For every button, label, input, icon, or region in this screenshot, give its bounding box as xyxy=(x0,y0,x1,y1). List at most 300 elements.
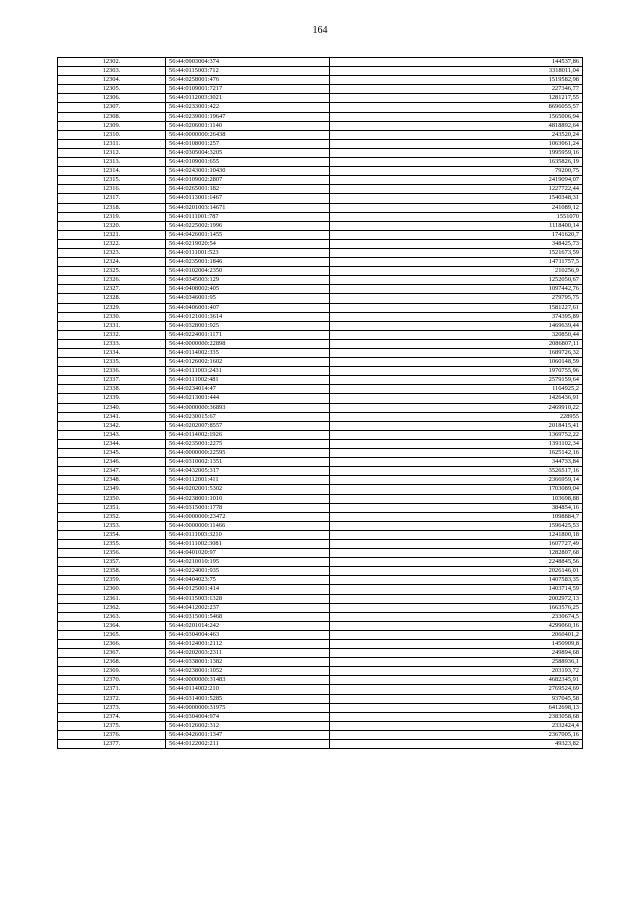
row-number-cell: 12347. xyxy=(58,467,166,476)
cadastral-number-cell: 56:44:0201003:14671 xyxy=(166,203,330,212)
table-row xyxy=(58,358,583,367)
cadastral-number-cell: 56:44:0426001:1347 xyxy=(166,730,330,739)
cadastral-value-cell: 2579159,64 xyxy=(330,376,583,385)
table-row xyxy=(58,685,583,694)
table-row xyxy=(58,285,583,294)
cadastral-value-cell: 384854,16 xyxy=(330,503,583,512)
cadastral-number-cell: 56:44:0126002:312 xyxy=(166,721,330,730)
row-number-cell: 12310. xyxy=(58,130,166,139)
cadastral-number-cell: 56:44:0111001:523 xyxy=(166,248,330,257)
cadastral-value-cell: 1063061,24 xyxy=(330,139,583,148)
table-row xyxy=(58,239,583,248)
cadastral-number-cell: 56:44:0230015:67 xyxy=(166,412,330,421)
row-number-cell: 12304. xyxy=(58,76,166,85)
table-row xyxy=(58,103,583,112)
cadastral-number-cell: 56:44:0224001:935 xyxy=(166,567,330,576)
table-row xyxy=(58,121,583,130)
cadastral-value-cell: 2330674,5 xyxy=(330,612,583,621)
cadastral-number-cell: 56:44:0000000:31483 xyxy=(166,676,330,685)
table-row xyxy=(58,439,583,448)
row-number-cell: 12373. xyxy=(58,703,166,712)
cadastral-number-cell: 56:44:0238001:1052 xyxy=(166,667,330,676)
row-number-cell: 12325. xyxy=(58,267,166,276)
cadastral-value-cell: 4682345,91 xyxy=(330,676,583,685)
row-number-cell: 12317. xyxy=(58,194,166,203)
cadastral-value-cell: 1281217,55 xyxy=(330,94,583,103)
cadastral-number-cell: 56:44:0304004:463 xyxy=(166,630,330,639)
cadastral-value-cell: 1741620,7 xyxy=(330,230,583,239)
cadastral-number-cell: 56:44:0406001:407 xyxy=(166,303,330,312)
cadastral-number-cell: 56:44:0112003:3021 xyxy=(166,94,330,103)
table-row xyxy=(58,376,583,385)
row-number-cell: 12372. xyxy=(58,694,166,703)
row-number-cell: 12302. xyxy=(58,58,166,67)
table-row xyxy=(58,503,583,512)
cadastral-number-cell: 56:44:0328001:925 xyxy=(166,321,330,330)
table-row xyxy=(58,321,583,330)
cadastral-number-cell: 56:44:0111003:2431 xyxy=(166,367,330,376)
cadastral-value-cell: 243520,24 xyxy=(330,130,583,139)
cadastral-value-cell: 1970755,96 xyxy=(330,367,583,376)
cadastral-value-cell: 1426436,91 xyxy=(330,394,583,403)
row-number-cell: 12330. xyxy=(58,312,166,321)
row-number-cell: 12375. xyxy=(58,721,166,730)
cadastral-value-cell: 1689726,32 xyxy=(330,349,583,358)
row-number-cell: 12361. xyxy=(58,594,166,603)
cadastral-value-cell: 1391102,34 xyxy=(330,439,583,448)
cadastral-number-cell: 56:44:0109001:655 xyxy=(166,158,330,167)
row-number-cell: 12365. xyxy=(58,630,166,639)
cadastral-number-cell: 56:44:0210010:195 xyxy=(166,558,330,567)
cadastral-value-cell: 2366959,14 xyxy=(330,476,583,485)
table-row xyxy=(58,385,583,394)
cadastral-number-cell: 56:44:0111002:481 xyxy=(166,376,330,385)
row-number-cell: 12308. xyxy=(58,112,166,121)
cadastral-value-cell: 1098884,7 xyxy=(330,512,583,521)
cadastral-value-cell: 374395,89 xyxy=(330,312,583,321)
table-row xyxy=(58,148,583,157)
cadastral-number-cell: 56:44:0233001:422 xyxy=(166,103,330,112)
table-row xyxy=(58,530,583,539)
cadastral-number-cell: 56:44:0235001:2275 xyxy=(166,439,330,448)
row-number-cell: 12307. xyxy=(58,103,166,112)
table-row xyxy=(58,139,583,148)
table-row xyxy=(58,730,583,739)
table-row xyxy=(58,476,583,485)
cadastral-value-table xyxy=(57,57,583,749)
table-row xyxy=(58,467,583,476)
row-number-cell: 12334. xyxy=(58,349,166,358)
table-row xyxy=(58,612,583,621)
cadastral-number-cell: 56:44:0314001:5285 xyxy=(166,694,330,703)
table-row xyxy=(58,212,583,221)
cadastral-value-cell: 1625142,16 xyxy=(330,449,583,458)
cadastral-number-cell: 56:44:0125001:414 xyxy=(166,585,330,594)
cadastral-value-cell: 1118400,14 xyxy=(330,221,583,230)
table-row xyxy=(58,621,583,630)
row-number-cell: 12312. xyxy=(58,148,166,157)
table-row xyxy=(58,658,583,667)
row-number-cell: 12320. xyxy=(58,221,166,230)
cadastral-number-cell: 56:44:0432005:317 xyxy=(166,467,330,476)
table-row xyxy=(58,549,583,558)
cadastral-value-cell: 49323,82 xyxy=(330,740,583,749)
cadastral-number-cell: 56:44:0201014:242 xyxy=(166,621,330,630)
cadastral-value-cell: 4818892,64 xyxy=(330,121,583,130)
table-row xyxy=(58,421,583,430)
table-row xyxy=(58,521,583,530)
table-row xyxy=(58,112,583,121)
row-number-cell: 12362. xyxy=(58,603,166,612)
table-row xyxy=(58,558,583,567)
cadastral-value-cell: 2769524,69 xyxy=(330,685,583,694)
cadastral-value-cell: 4299060,16 xyxy=(330,621,583,630)
cadastral-number-cell: 56:44:0304004:974 xyxy=(166,712,330,721)
cadastral-number-cell: 56:44:0202007:8557 xyxy=(166,421,330,430)
row-number-cell: 12368. xyxy=(58,658,166,667)
row-number-cell: 12360. xyxy=(58,585,166,594)
table-row xyxy=(58,494,583,503)
cadastral-value-cell: 1403714,59 xyxy=(330,585,583,594)
cadastral-number-cell: 56:44:0000000:31975 xyxy=(166,703,330,712)
cadastral-value-cell: 1282807,68 xyxy=(330,549,583,558)
cadastral-number-cell: 56:44:0258001:476 xyxy=(166,76,330,85)
row-number-cell: 12376. xyxy=(58,730,166,739)
cadastral-value-cell: 344733,84 xyxy=(330,458,583,467)
cadastral-value-cell: 1596425,53 xyxy=(330,521,583,530)
row-number-cell: 12374. xyxy=(58,712,166,721)
cadastral-value-cell: 1519582,98 xyxy=(330,76,583,85)
cadastral-value-cell: 320850,44 xyxy=(330,330,583,339)
cadastral-value-cell: 144537,86 xyxy=(330,58,583,67)
row-number-cell: 12324. xyxy=(58,258,166,267)
cadastral-value-cell: 1060148,59 xyxy=(330,358,583,367)
cadastral-value-cell: 2086807,11 xyxy=(330,339,583,348)
table-row xyxy=(58,512,583,521)
table-row xyxy=(58,130,583,139)
cadastral-number-cell: 56:44:0225002:1996 xyxy=(166,221,330,230)
table-row xyxy=(58,76,583,85)
row-number-cell: 12341. xyxy=(58,412,166,421)
cadastral-number-cell: 56:44:0345003:129 xyxy=(166,276,330,285)
table-row xyxy=(58,703,583,712)
row-number-cell: 12356. xyxy=(58,549,166,558)
cadastral-value-cell: 2248845,56 xyxy=(330,558,583,567)
cadastral-number-cell: 56:44:0000000:11466 xyxy=(166,521,330,530)
row-number-cell: 12343. xyxy=(58,430,166,439)
table-row xyxy=(58,394,583,403)
cadastral-number-cell: 56:44:0401020:97 xyxy=(166,549,330,558)
row-number-cell: 12371. xyxy=(58,685,166,694)
cadastral-value-cell: 1581227,61 xyxy=(330,303,583,312)
cadastral-value-cell: 279795,75 xyxy=(330,294,583,303)
cadastral-value-cell: 1635826,19 xyxy=(330,158,583,167)
cadastral-number-cell: 56:44:0315001:1778 xyxy=(166,503,330,512)
cadastral-value-cell: 1241800,18 xyxy=(330,530,583,539)
row-number-cell: 12314. xyxy=(58,167,166,176)
table-row xyxy=(58,630,583,639)
cadastral-number-cell: 56:44:0114002:335 xyxy=(166,349,330,358)
row-number-cell: 12359. xyxy=(58,576,166,585)
cadastral-value-cell: 2367005,16 xyxy=(330,730,583,739)
row-number-cell: 12306. xyxy=(58,94,166,103)
cadastral-number-cell: 56:44:0346001:95 xyxy=(166,294,330,303)
table-row xyxy=(58,58,583,67)
cadastral-number-cell: 56:44:0224001:1171 xyxy=(166,330,330,339)
row-number-cell: 12342. xyxy=(58,421,166,430)
cadastral-number-cell: 56:44:0102004:2350 xyxy=(166,267,330,276)
cadastral-value-cell: 227346,77 xyxy=(330,85,583,94)
table-row xyxy=(58,294,583,303)
cadastral-number-cell: 56:44:0000000:23472 xyxy=(166,512,330,521)
table-row xyxy=(58,640,583,649)
table-row xyxy=(58,412,583,421)
table-row xyxy=(58,248,583,257)
table-row xyxy=(58,267,583,276)
cadastral-number-cell: 56:44:0111003:3210 xyxy=(166,530,330,539)
cadastral-value-cell: 1663576,25 xyxy=(330,603,583,612)
cadastral-value-cell: 2419094,07 xyxy=(330,176,583,185)
row-number-cell: 12344. xyxy=(58,439,166,448)
table-row xyxy=(58,158,583,167)
cadastral-number-cell: 56:44:0239001:19647 xyxy=(166,112,330,121)
row-number-cell: 12323. xyxy=(58,248,166,257)
cadastral-number-cell: 56:44:0122002:211 xyxy=(166,740,330,749)
row-number-cell: 12339. xyxy=(58,394,166,403)
cadastral-number-cell: 56:44:0338001:1382 xyxy=(166,658,330,667)
row-number-cell: 12350. xyxy=(58,494,166,503)
table-row xyxy=(58,339,583,348)
cadastral-number-cell: 56:44:0234014:47 xyxy=(166,385,330,394)
table-row xyxy=(58,276,583,285)
table-row xyxy=(58,403,583,412)
cadastral-value-cell: 937045,58 xyxy=(330,694,583,703)
table-row xyxy=(58,740,583,749)
table-row xyxy=(58,367,583,376)
row-number-cell: 12351. xyxy=(58,503,166,512)
cadastral-value-cell: 1703089,04 xyxy=(330,485,583,494)
cadastral-value-cell: 1607727,49 xyxy=(330,539,583,548)
cadastral-value-cell: 1521673,59 xyxy=(330,248,583,257)
table-row xyxy=(58,203,583,212)
cadastral-number-cell: 56:44:0310002:1351 xyxy=(166,458,330,467)
row-number-cell: 12327. xyxy=(58,285,166,294)
row-number-cell: 12328. xyxy=(58,294,166,303)
cadastral-number-cell: 56:44:0238001:1010 xyxy=(166,494,330,503)
cadastral-number-cell: 56:44:0124001:2112 xyxy=(166,640,330,649)
cadastral-value-cell: 2332424,4 xyxy=(330,721,583,730)
row-number-cell: 12357. xyxy=(58,558,166,567)
table-row xyxy=(58,676,583,685)
row-number-cell: 12370. xyxy=(58,676,166,685)
row-number-cell: 12349. xyxy=(58,485,166,494)
table-row xyxy=(58,94,583,103)
row-number-cell: 12319. xyxy=(58,212,166,221)
cadastral-value-cell: 210256,9 xyxy=(330,267,583,276)
table-row xyxy=(58,567,583,576)
row-number-cell: 12332. xyxy=(58,330,166,339)
table-row xyxy=(58,585,583,594)
row-number-cell: 12321. xyxy=(58,230,166,239)
cadastral-value-cell: 2060401,2 xyxy=(330,630,583,639)
cadastral-value-cell: 249894,68 xyxy=(330,649,583,658)
row-number-cell: 12346. xyxy=(58,458,166,467)
cadastral-number-cell: 56:44:0206001:1140 xyxy=(166,121,330,130)
cadastral-value-cell: 2026146,01 xyxy=(330,567,583,576)
row-number-cell: 12353. xyxy=(58,521,166,530)
cadastral-number-cell: 56:44:0115003:1328 xyxy=(166,594,330,603)
cadastral-value-cell: 79200,75 xyxy=(330,167,583,176)
table-row xyxy=(58,458,583,467)
row-number-cell: 12311. xyxy=(58,139,166,148)
row-number-cell: 12336. xyxy=(58,367,166,376)
cadastral-value-cell: 103698,88 xyxy=(330,494,583,503)
row-number-cell: 12305. xyxy=(58,85,166,94)
table-row xyxy=(58,312,583,321)
cadastral-value-cell: 1252050,67 xyxy=(330,276,583,285)
cadastral-number-cell: 56:44:0412002:237 xyxy=(166,603,330,612)
cadastral-number-cell: 56:44:0235001:1846 xyxy=(166,258,330,267)
cadastral-number-cell: 56:44:0000000:22595 xyxy=(166,449,330,458)
row-number-cell: 12322. xyxy=(58,239,166,248)
row-number-cell: 12363. xyxy=(58,612,166,621)
cadastral-number-cell: 56:44:0111001:787 xyxy=(166,212,330,221)
cadastral-number-cell: 56:44:0108001:257 xyxy=(166,139,330,148)
row-number-cell: 12335. xyxy=(58,358,166,367)
cadastral-number-cell: 56:44:0202003:2311 xyxy=(166,649,330,658)
cadastral-number-cell: 56:44:0000000:26438 xyxy=(166,130,330,139)
cadastral-value-cell: 348425,73 xyxy=(330,239,583,248)
cadastral-value-cell: 1995959,16 xyxy=(330,148,583,157)
cadastral-number-cell: 56:44:0213001:444 xyxy=(166,394,330,403)
row-number-cell: 12364. xyxy=(58,621,166,630)
cadastral-number-cell: 56:44:0404023:75 xyxy=(166,576,330,585)
cadastral-number-cell: 56:44:0113001:1467 xyxy=(166,194,330,203)
cadastral-number-cell: 56:44:0109001:7217 xyxy=(166,85,330,94)
row-number-cell: 12358. xyxy=(58,567,166,576)
table-row xyxy=(58,194,583,203)
cadastral-value-cell: 2002972,13 xyxy=(330,594,583,603)
table-row xyxy=(58,694,583,703)
table-row xyxy=(58,485,583,494)
cadastral-value-cell: 2018415,41 xyxy=(330,421,583,430)
cadastral-number-cell: 56:44:0202001:5302 xyxy=(166,485,330,494)
cadastral-number-cell: 56:44:0126002:1602 xyxy=(166,358,330,367)
cadastral-number-cell: 56:44:0243001:10430 xyxy=(166,167,330,176)
cadastral-value-cell: 203193,72 xyxy=(330,667,583,676)
row-number-cell: 12352. xyxy=(58,512,166,521)
row-number-cell: 12331. xyxy=(58,321,166,330)
cadastral-number-cell: 56:44:0111002:3081 xyxy=(166,539,330,548)
cadastral-value-cell: 1097442,76 xyxy=(330,285,583,294)
table-row xyxy=(58,167,583,176)
cadastral-value-cell: 1227722,44 xyxy=(330,185,583,194)
cadastral-value-cell: 3318011,04 xyxy=(330,67,583,76)
row-number-cell: 12340. xyxy=(58,403,166,412)
row-number-cell: 12369. xyxy=(58,667,166,676)
row-number-cell: 12377. xyxy=(58,740,166,749)
cadastral-value-cell: 241089,12 xyxy=(330,203,583,212)
cadastral-value-cell: 6412698,13 xyxy=(330,703,583,712)
cadastral-number-cell: 56:44:0112001:411 xyxy=(166,476,330,485)
cadastral-value-cell: 1407583,35 xyxy=(330,576,583,585)
table-row xyxy=(58,330,583,339)
table-row xyxy=(58,349,583,358)
row-number-cell: 12333. xyxy=(58,339,166,348)
row-number-cell: 12337. xyxy=(58,376,166,385)
table-row xyxy=(58,603,583,612)
row-number-cell: 12338. xyxy=(58,385,166,394)
table-row xyxy=(58,594,583,603)
cadastral-value-cell: 2588936,1 xyxy=(330,658,583,667)
cadastral-value-cell: 14711757,5 xyxy=(330,258,583,267)
cadastral-number-cell: 56:44:0426001:1455 xyxy=(166,230,330,239)
row-number-cell: 12326. xyxy=(58,276,166,285)
cadastral-number-cell: 56:44:0315001:5468 xyxy=(166,612,330,621)
table-row xyxy=(58,449,583,458)
table-body xyxy=(58,58,583,749)
cadastral-number-cell: 56:44:0305004:3205 xyxy=(166,148,330,157)
table-row xyxy=(58,230,583,239)
cadastral-number-cell: 56:44:0115003:712 xyxy=(166,67,330,76)
row-number-cell: 12355. xyxy=(58,539,166,548)
row-number-cell: 12367. xyxy=(58,649,166,658)
table-row xyxy=(58,176,583,185)
cadastral-number-cell: 56:44:0903004:374 xyxy=(166,58,330,67)
cadastral-value-cell: 1540348,31 xyxy=(330,194,583,203)
row-number-cell: 12313. xyxy=(58,158,166,167)
cadastral-value-cell: 2469910,22 xyxy=(330,403,583,412)
cadastral-value-cell: 1369752,22 xyxy=(330,430,583,439)
cadastral-number-cell: 56:44:0219020:54 xyxy=(166,239,330,248)
cadastral-number-cell: 56:44:0000000:36893 xyxy=(166,403,330,412)
cadastral-value-cell: 1565006,94 xyxy=(330,112,583,121)
table-row xyxy=(58,221,583,230)
table-row xyxy=(58,721,583,730)
cadastral-value-cell: 3526517,16 xyxy=(330,467,583,476)
cadastral-number-cell: 56:44:0114002:210 xyxy=(166,685,330,694)
table-row xyxy=(58,430,583,439)
row-number-cell: 12329. xyxy=(58,303,166,312)
page-number: 164 xyxy=(312,25,328,36)
row-number-cell: 12309. xyxy=(58,121,166,130)
table-row xyxy=(58,649,583,658)
table-row xyxy=(58,667,583,676)
table-row xyxy=(58,303,583,312)
cadastral-number-cell: 56:44:0000000:22898 xyxy=(166,339,330,348)
table-row xyxy=(58,67,583,76)
table-row xyxy=(58,576,583,585)
table-row xyxy=(58,258,583,267)
row-number-cell: 12315. xyxy=(58,176,166,185)
cadastral-value-cell: 228955 xyxy=(330,412,583,421)
cadastral-value-cell: 1450909,8 xyxy=(330,640,583,649)
row-number-cell: 12316. xyxy=(58,185,166,194)
cadastral-value-cell: 2383058,68 xyxy=(330,712,583,721)
cadastral-value-cell: 1469639,44 xyxy=(330,321,583,330)
row-number-cell: 12303. xyxy=(58,67,166,76)
table-row xyxy=(58,185,583,194)
cadastral-number-cell: 56:44:0114002:1926 xyxy=(166,430,330,439)
table-row xyxy=(58,712,583,721)
cadastral-number-cell: 56:44:0121001:3614 xyxy=(166,312,330,321)
table-row xyxy=(58,539,583,548)
cadastral-value-cell: 8696055,57 xyxy=(330,103,583,112)
row-number-cell: 12366. xyxy=(58,640,166,649)
table-row xyxy=(58,85,583,94)
cadastral-value-cell: 1551070 xyxy=(330,212,583,221)
cadastral-value-cell: 1164925,2 xyxy=(330,385,583,394)
